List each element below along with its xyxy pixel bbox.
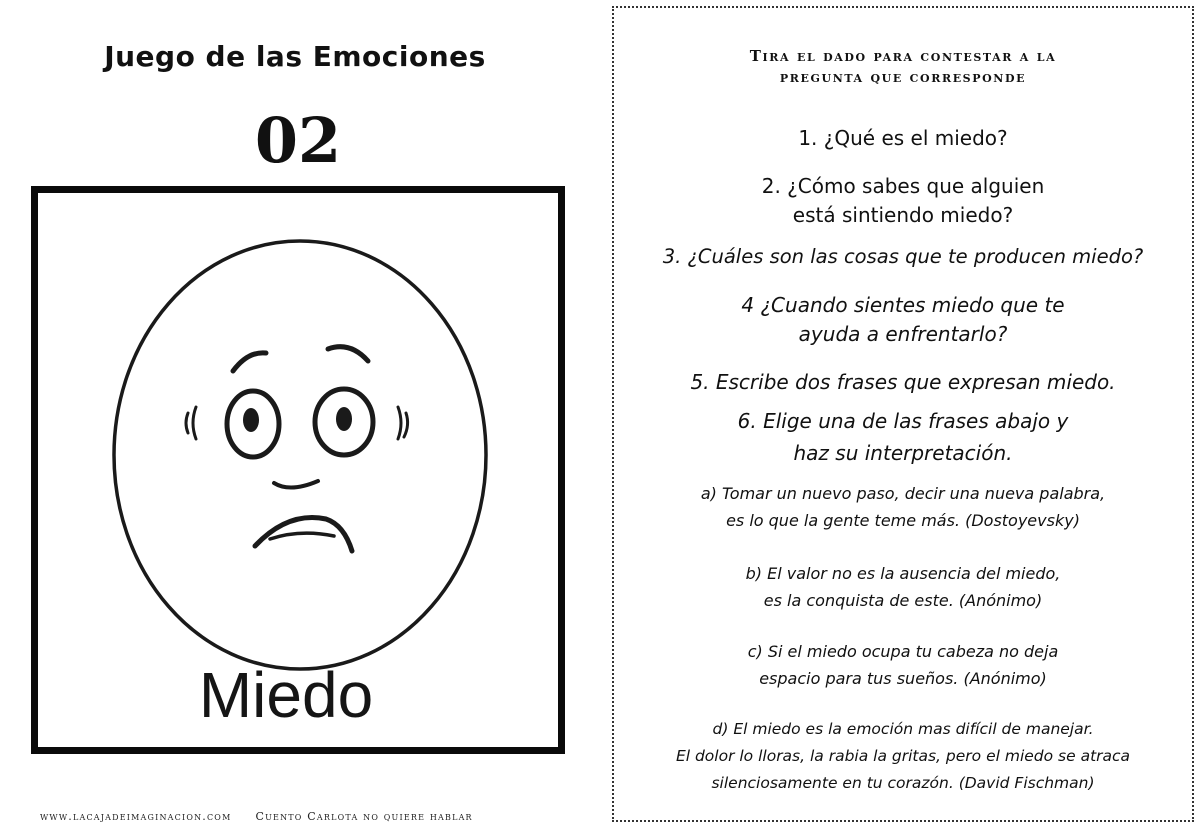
quote-line: es la conquista de este. (Anónimo): [763, 591, 1043, 610]
game-title: Juego de las Emociones: [104, 40, 486, 73]
question-5: [614, 368, 1192, 397]
quote-a: [614, 480, 1192, 534]
emotion-label: Miedo: [198, 659, 374, 731]
instruction-line: pregunta que corresponde: [779, 68, 1027, 86]
question-line: 6. Elige una de las frases abajo y: [737, 409, 1069, 433]
question-line: 2. ¿Cómo sabes que alguien: [761, 174, 1045, 198]
question-4: [614, 291, 1192, 349]
quote-line: b) El valor no es la ausencia del miedo,: [745, 564, 1061, 583]
footer-story: Cuento Carlota no quiere hablar: [255, 810, 473, 823]
quote-line: a) Tomar un nuevo paso, decir una nueva palabra,: [700, 484, 1106, 503]
quote-line: El dolor lo lloras, la rabia la gritas, pero el miedo se atraca: [675, 747, 1131, 765]
questions-panel: [612, 6, 1194, 822]
quote-line: espacio para tus sueños. (Anónimo): [759, 669, 1047, 688]
card-number: 02: [254, 104, 342, 177]
question-1: [614, 124, 1192, 153]
question-6: [614, 405, 1192, 469]
footer-website: www.lacajadeimaginacion.com: [40, 810, 232, 823]
quote-line: c) Si el miedo ocupa tu cabeza no deja: [747, 642, 1059, 661]
question-line: 5. Escribe dos frases que expresan miedo.: [690, 370, 1116, 394]
question-line: 4 ¿Cuando sientes miedo que te: [741, 293, 1065, 317]
quote-line: d) El miedo es la emoción mas difícil de manejar.: [712, 720, 1094, 738]
instruction-text: [614, 46, 1192, 88]
instruction-line: Tira el dado para contestar a la: [749, 47, 1057, 65]
question-line: haz su interpretación.: [793, 441, 1013, 465]
footer: [40, 810, 473, 823]
question-3: [614, 242, 1192, 271]
question-line: está sintiendo miedo?: [792, 203, 1014, 227]
question-2: [614, 172, 1192, 230]
quote-b: [614, 560, 1192, 614]
question-line: 3. ¿Cuáles son las cosas que te producen miedo?: [662, 245, 1144, 268]
question-line: 1. ¿Qué es el miedo?: [798, 126, 1008, 150]
quote-c: [614, 638, 1192, 692]
quote-line: silenciosamente en tu corazón. (David Fischman): [711, 774, 1095, 792]
quote-d: [614, 716, 1192, 797]
question-line: ayuda a enfrentarlo?: [798, 322, 1008, 346]
quote-line: es lo que la gente teme más. (Dostoyevsky): [726, 511, 1080, 530]
